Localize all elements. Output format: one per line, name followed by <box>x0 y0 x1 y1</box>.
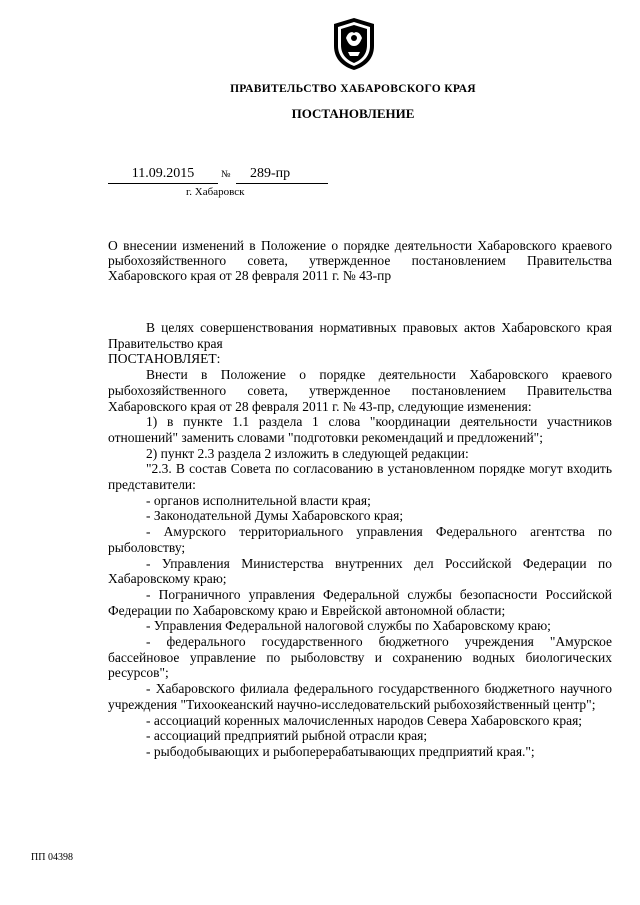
document-subject: О внесении изменений в Положение о порядке деятельности Хабаровского краевого рыбохозяйственного совета, утвержденное постановлением Правительства Хабаровского края от 28 февраля 2011 г. № 43-пр <box>108 238 612 283</box>
document-number: 289-пр <box>250 166 291 181</box>
list-item: - органов исполнительной власти края; <box>146 492 371 508</box>
list-item: - Пограничного управления Федеральной службы безопасности Российской Федерации по Хабаровскому краю и Еврейской автономной области; <box>108 586 612 618</box>
coat-of-arms-icon <box>330 16 378 72</box>
list-item: - рыбодобывающих и рыбоперерабатывающих предприятий края."; <box>146 743 535 759</box>
date-underline <box>108 183 218 184</box>
body-paragraph: "2.3. В состав Совета по согласованию в установленном порядке могут входить представители: <box>108 461 612 493</box>
list-item: - Управления Федеральной налоговой службы по Хабаровскому краю; <box>146 618 551 634</box>
list-item: - Амурского территориального управления Федерального агентства по рыболовству; <box>108 524 612 555</box>
document-type: ПОСТАНОВЛЕНИЕ <box>291 106 415 121</box>
body-paragraph: 1) в пункте 1.1 раздела 1 слова "координации деятельности участников отношений" заменить словами "подготовки рекомендаций и предложений"; <box>108 414 612 445</box>
number-sign: № <box>221 169 231 180</box>
intro-paragraph: В целях совершенствования нормативных правовых актов Хабаровского края Правительство края <box>108 320 612 351</box>
document-date: 11.09.2015 <box>131 166 195 181</box>
list-item: - Управления Министерства внутренних дел Российской Федерации по Хабаровскому краю; <box>108 555 612 587</box>
document-city: г. Хабаровск <box>186 186 245 198</box>
list-item: - ассоциаций коренных малочисленных народов Севера Хабаровского края; <box>146 712 583 728</box>
list-item: - Хабаровского филиала федерального государственного бюджетного научного учреждения "Тихоокеанский научно-исследовательский рыбохозяйственный центр"; <box>108 681 612 712</box>
body-paragraph: Внести в Положение о порядке деятельности Хабаровского краевого рыбохозяйственного совета, утвержденное постановлением Правительства Хабаровского края от 28 февраля 2011 г. № 43-пр, следующие изменения: <box>108 367 612 414</box>
list-item: - Законодательной Думы Хабаровского края; <box>146 508 404 524</box>
government-title: ПРАВИТЕЛЬСТВО ХАБАРОВСКОГО КРАЯ <box>230 83 476 95</box>
list-item: - федерального государственного бюджетного учреждения "Амурское бассейновое управление по рыболовству и сохранению водных биологических ресурсов"; <box>108 634 612 681</box>
list-item: - ассоциаций предприятий рыбной отрасли края; <box>146 728 428 744</box>
document-body <box>108 320 612 760</box>
decree-word: ПОСТАНОВЛЯЕТ: <box>108 351 221 367</box>
number-underline <box>236 183 328 184</box>
footer-code: ПП 04398 <box>31 852 73 863</box>
body-paragraph: 2) пункт 2.3 раздела 2 изложить в следующей редакции: <box>146 445 469 461</box>
